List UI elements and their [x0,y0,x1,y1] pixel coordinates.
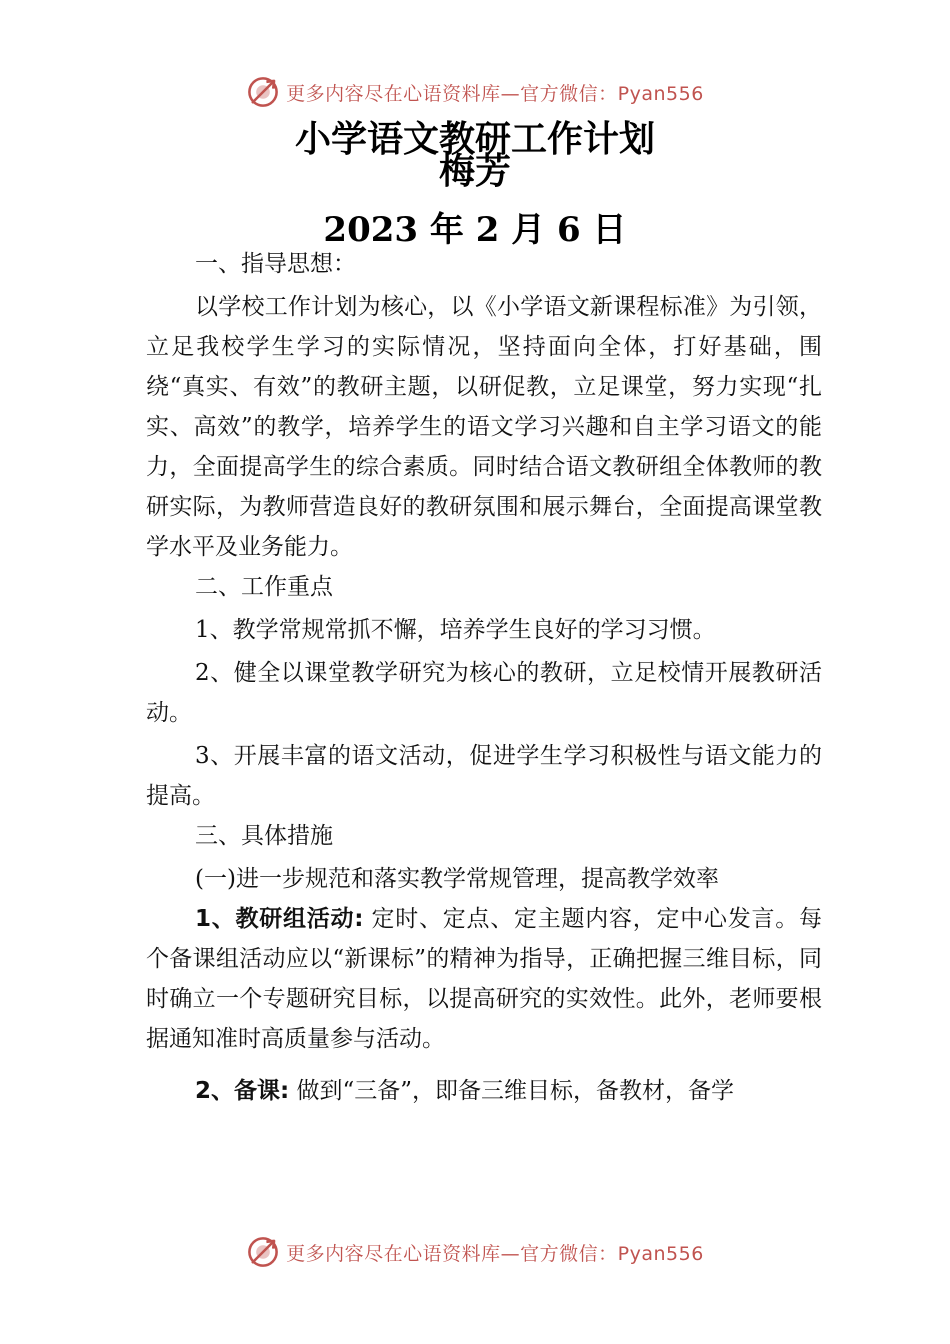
paragraph-text: 做到“三备”，即备三维目标，备教材，备学 [289,1078,735,1104]
paragraph-label: 2、备课: [195,1078,290,1104]
paragraph-label: 1、教研组活动: [195,906,364,932]
watermark-text: 更多内容尽在心语资料库—官方微信：Pyan556 [286,82,704,105]
section-heading-2: 二、工作重点 [195,574,333,600]
list-item-focus-2: 2、健全以课堂教学研究为核心的教研，立足校情开展教研活动。 [146,660,822,726]
header-watermark [0,72,950,112]
watermark-text: 更多内容尽在心语资料库—官方微信：Pyan556 [286,1242,704,1265]
brand-logo-icon [246,1235,280,1269]
brand-logo-icon [246,75,280,109]
paragraph-lesson-prep [146,1071,822,1111]
paragraph-research-activity [146,899,822,1059]
list-item-focus-1: 1、教学常规常抓不懈，培养学生良好的学习习惯。 [195,617,716,643]
paragraph-guiding-thought: 以学校工作计划为核心，以《小学语文新课程标准》为引领，立足我校学生学习的实际情况，坚持面向全体，打好基础，围绕“真实、有效”的教研主题，以研促教，立足课堂，努力实现“扎实、高效”的教学，培养学生的语文学习兴趣和自主学习语文的能力，全面提高学生的综合素质。同时结合语文教研组全体教师的教研实际，为教师营造良好的教研氛围和展示舞台，全面提高课堂教学水平及业务能力。 [146,294,822,560]
subsection-heading-1: (一)进一步规范和落实教学常规管理，提高教学效率 [195,866,719,892]
document-title: 小学语文教研工作计划 [294,119,655,160]
paragraph-text: 定时、定点、定主题内容，定中心发言。每个备课组活动应以“新课标”的精神为指导，正确把握三维目标，同时确立一个专题研究目标，以提高研究的实效性。此外，老师要根据通知准时高质量参与活动。 [146,906,823,1052]
footer-watermark [0,1232,950,1272]
document-date: 2023 年 2 月 6 日 [323,210,627,250]
author-name: 梅芳 [438,151,511,192]
document-body [146,244,822,1111]
section-heading-3: 三、具体措施 [195,823,333,849]
section-heading-1: 一、指导思想： [195,251,356,277]
list-item-focus-3: 3、开展丰富的语文活动，促进学生学习积极性与语文能力的提高。 [146,743,822,809]
